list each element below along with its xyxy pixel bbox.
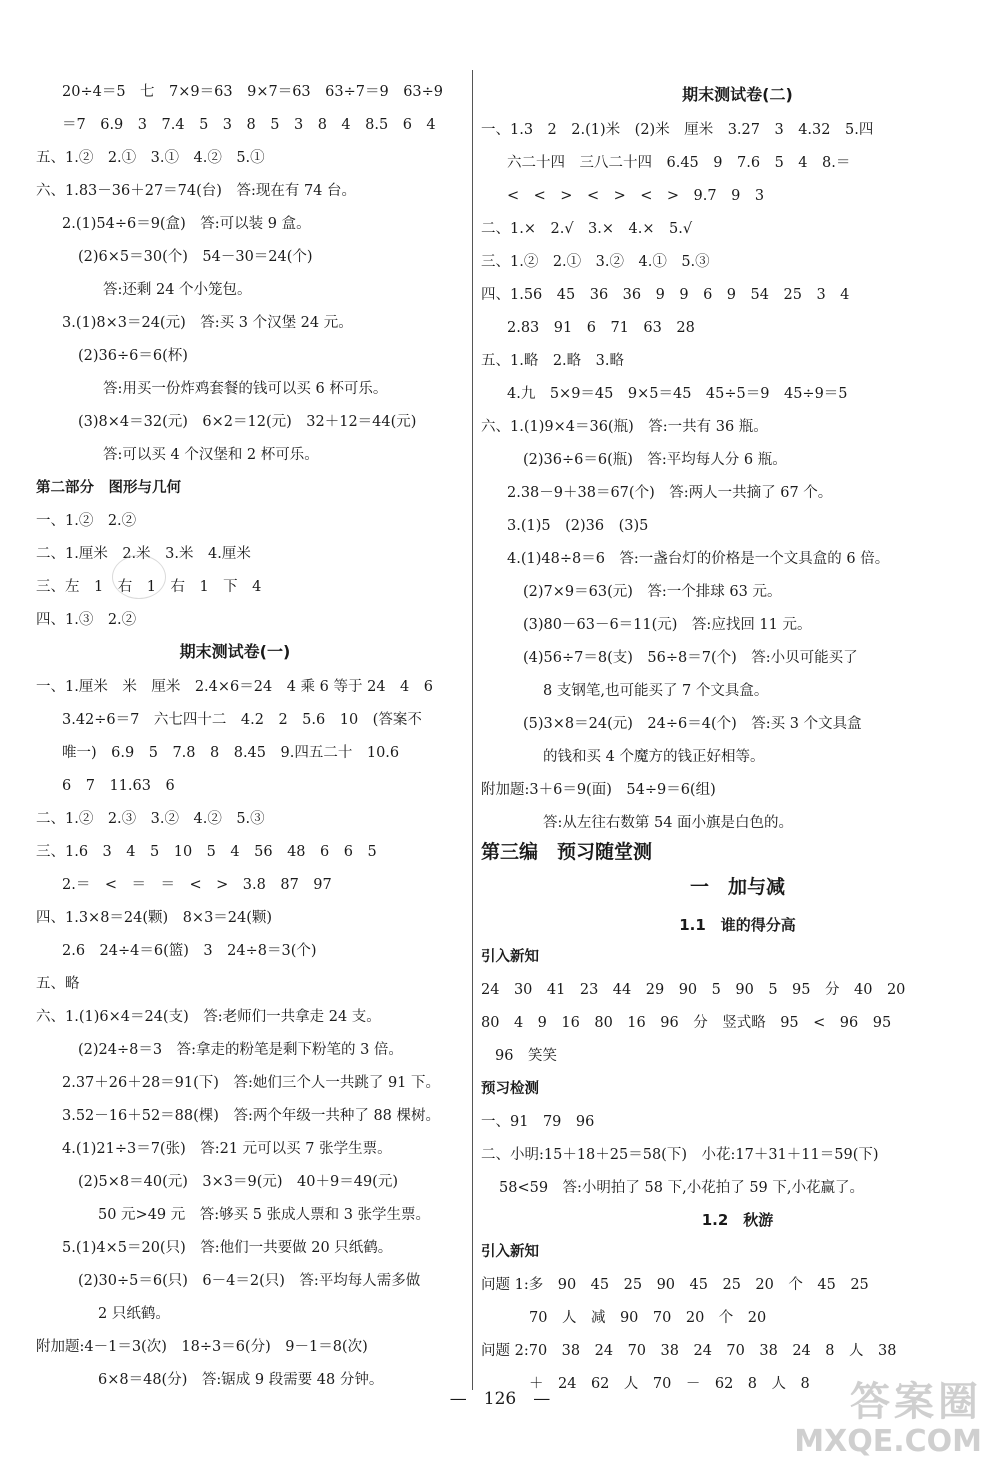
answer-line: 80 4 9 16 80 16 96 分 竖式略 95 < 96 95 — [481, 1015, 892, 1031]
answer-line: 一、91 79 96 — [481, 1114, 595, 1130]
answer-line: 2.37＋26＋28＝91(下) 答:她们三个人一共跳了 91 下。 — [62, 1075, 441, 1091]
watermark-url: MXQE.COM — [794, 1424, 982, 1459]
answer-line: 3.52－16＋52＝88(棵) 答:两个年级一共种了 88 棵树。 — [62, 1108, 441, 1124]
answer-line: 六二十四 三八二十四 6.45 9 7.6 5 4 8.＝ — [507, 155, 851, 171]
answer-line: 2.38－9＋38＝67(个) 答:两人一共摘了 67 个。 — [507, 485, 833, 501]
answer-line: 二、小明:15＋18＋25＝58(下) 小花:17＋31＋11＝59(下) — [481, 1147, 879, 1163]
answer-line: 4.(1)48÷8＝6 答:一盏台灯的价格是一个文具盒的 6 倍。 — [507, 551, 890, 567]
watermark-text: 答案圈 — [850, 1379, 982, 1425]
answer-line: 五、1.② 2.① 3.① 4.② 5.① — [36, 150, 265, 166]
answer-line: 六、1.(1)9×4＝36(瓶) 答:一共有 36 瓶。 — [481, 419, 768, 435]
answer-line: 2.6 24÷4＝6(篮) 3 24÷8＝3(个) — [62, 943, 317, 959]
answer-line: 答:从左往右数第 54 面小旗是白色的。 — [543, 815, 794, 831]
answer-line: (2)6×5＝30(个) 54－30＝24(个) — [78, 249, 313, 265]
answer-line: 6×8＝48(分) 答:锯成 9 段需要 48 分钟。 — [98, 1372, 384, 1388]
answer-line: 6 7 11.63 6 — [62, 778, 175, 794]
answer-line: 二、1.× 2.√ 3.× 4.× 5.√ — [481, 221, 693, 237]
answer-line: ＝7 6.9 3 7.4 5 3 8 5 3 8 4 8.5 6 4 — [62, 117, 436, 133]
page-number: — 126 — — [449, 1389, 551, 1409]
test-title: 期末测试卷(一) — [179, 642, 291, 661]
subsection-label: 引入新知 — [481, 1244, 539, 1260]
answer-line: 3.(1)8×3＝24(元) 答:买 3 个汉堡 24 元。 — [62, 315, 353, 331]
answer-line: 附加题:4－1＝3(次) 18÷3＝6(分) 9－1＝8(次) — [36, 1339, 368, 1355]
answer-line: ＋ 24 62 人 70 － 62 8 人 8 — [529, 1376, 810, 1392]
answer-line: 2.＝ < ＝ ＝ < > 3.8 87 97 — [62, 877, 332, 893]
answer-line: (3)80－63－6＝11(元) 答:应找回 11 元。 — [523, 617, 812, 633]
answer-line: 答:用买一份炸鸡套餐的钱可以买 6 杯可乐。 — [103, 381, 388, 397]
answer-line: (2)36÷6＝6(瓶) 答:平均每人分 6 瓶。 — [523, 452, 787, 468]
answer-line: 4.九 5×9＝45 9×5＝45 45÷5＝9 45÷9＝5 — [507, 386, 848, 402]
answer-line: 问题 2:70 38 24 70 38 24 70 38 24 8 人 38 — [481, 1343, 897, 1359]
lesson-heading: 1.1 谁的得分高 — [679, 916, 796, 934]
answer-line: 四、1.56 45 36 36 9 9 6 9 54 25 3 4 — [481, 287, 850, 303]
section-heading: 第二部分 图形与几何 — [36, 480, 181, 496]
answer-line: (5)3×8＝24(元) 24÷6＝4(个) 答:买 3 个文具盒 — [523, 716, 862, 732]
answer-line: 唯一) 6.9 5 7.8 8 8.45 9.四五二十 10.6 — [62, 745, 400, 761]
answer-line: (3)8×4＝32(元) 6×2＝12(元) 32＋12＝44(元) — [78, 414, 417, 430]
answer-line: 5.(1)4×5＝20(只) 答:他们一共要做 20 只纸鹤。 — [62, 1240, 393, 1256]
answer-line: 70 人 减 90 70 20 个 20 — [529, 1310, 767, 1326]
answer-line: 20÷4＝5 七 7×9＝63 9×7＝63 63÷7＝9 63÷9 — [62, 84, 444, 100]
answer-line: 三、1.② 2.① 3.② 4.① 5.③ — [481, 254, 710, 270]
answer-line: 三、1.6 3 4 5 10 5 4 56 48 6 6 5 — [36, 844, 377, 860]
test-title: 期末测试卷(二) — [682, 85, 793, 104]
answer-line: 三、左 1 右 1 右 1 下 4 — [36, 579, 262, 595]
answer-line: 8 支钢笔,也可能买了 7 个文具盒。 — [543, 683, 769, 699]
answer-line: 3.(1)5 (2)36 (3)5 — [507, 518, 649, 534]
answer-line: 4.(1)21÷3＝7(张) 答:21 元可以买 7 张学生票。 — [62, 1141, 392, 1157]
answer-line: 答:还剩 24 个小笼包。 — [103, 282, 252, 298]
answer-line: 附加题:3＋6＝9(面) 54÷9＝6(组) — [481, 782, 716, 798]
unit-heading: 一 加与减 — [689, 876, 785, 898]
answer-line: 答:可以买 4 个汉堡和 2 杯可乐。 — [103, 447, 319, 463]
subsection-label: 引入新知 — [481, 949, 539, 965]
answer-line: (2)7×9＝63(元) 答:一个排球 63 元。 — [523, 584, 782, 600]
answer-line: 二、1.厘米 2.米 3.米 4.厘米 — [36, 546, 251, 562]
answer-line: 的钱和买 4 个魔方的钱正好相等。 — [543, 749, 765, 765]
watermark — [794, 1379, 982, 1459]
answer-line: 2.(1)54÷6＝9(盒) 答:可以装 9 盒。 — [62, 216, 311, 232]
answer-line: 四、1.3×8＝24(颗) 8×3＝24(颗) — [36, 910, 273, 926]
answer-line: 96 笑笑 — [495, 1048, 557, 1064]
answer-line: 2 只纸鹤。 — [98, 1306, 170, 1322]
lesson-heading: 1.2 秋游 — [701, 1211, 774, 1229]
answer-line: 一、1.3 2 2.(1)米 (2)米 厘米 3.27 3 4.32 5.四 — [481, 122, 874, 138]
answer-line: (2)30÷5＝6(只) 6－4＝2(只) 答:平均每人需多做 — [78, 1273, 421, 1289]
answer-line: (2)5×8＝40(元) 3×3＝9(元) 40＋9＝49(元) — [78, 1174, 398, 1190]
answer-line: 二、1.② 2.③ 3.② 4.② 5.③ — [36, 811, 265, 827]
subsection-label: 预习检测 — [481, 1081, 539, 1097]
answer-line: 五、1.略 2.略 3.略 — [481, 353, 625, 369]
answer-line: 3.42÷6＝7 六七四十二 4.2 2 5.6 10 (答案不 — [62, 712, 422, 728]
answer-line: < < > < > < > 9.7 9 3 — [507, 188, 765, 204]
answer-line: (2)36÷6＝6(杯) — [78, 348, 188, 364]
answer-line: 四、1.③ 2.② — [36, 612, 137, 628]
answer-line: 五、略 — [36, 976, 80, 992]
answer-line: 六、1.(1)6×4＝24(支) 答:老师们一共拿走 24 支。 — [36, 1009, 381, 1025]
answer-line: 58<59 答:小明拍了 58 下,小花拍了 59 下,小花赢了。 — [499, 1180, 864, 1196]
answer-line: 六、1.83－36＋27＝74(台) 答:现在有 74 台。 — [36, 183, 357, 199]
answer-line: 24 30 41 23 44 29 90 5 90 5 95 分 40 20 — [481, 982, 906, 998]
answer-line: 一、1.② 2.② — [36, 513, 137, 529]
answer-line: (2)24÷8＝3 答:拿走的粉笔是剩下粉笔的 3 倍。 — [78, 1042, 403, 1058]
answer-line: 2.83 91 6 71 63 28 — [507, 320, 695, 336]
part-heading: 第三编 预习随堂测 — [481, 841, 653, 863]
answer-line: 一、1.厘米 米 厘米 2.4×6＝24 4 乘 6 等于 24 4 6 — [36, 679, 434, 695]
answer-line: 50 元>49 元 答:够买 5 张成人票和 3 张学生票。 — [98, 1207, 431, 1223]
faint-stamp-mark — [112, 555, 166, 599]
column-divider — [472, 70, 473, 1390]
answer-line: 问题 1:多 90 45 25 90 45 25 20 个 45 25 — [481, 1277, 869, 1293]
answer-line: (4)56÷7＝8(支) 56÷8＝7(个) 答:小贝可能买了 — [523, 650, 858, 666]
